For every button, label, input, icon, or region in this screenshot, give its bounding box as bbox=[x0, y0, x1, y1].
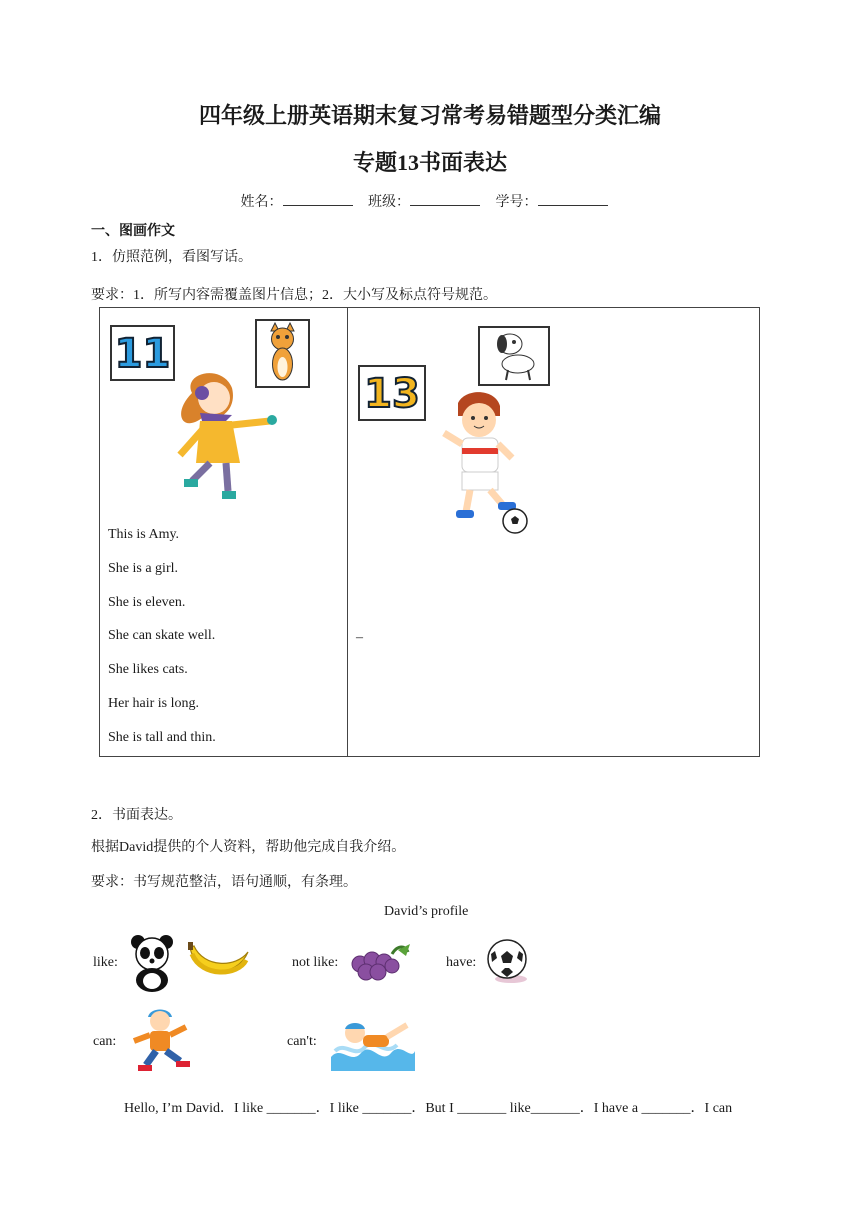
age-bubble-target bbox=[358, 365, 426, 421]
have-label: have: bbox=[446, 955, 477, 970]
table-divider bbox=[347, 308, 348, 756]
section-heading: 一、图画作文 bbox=[91, 223, 175, 239]
question-1: 1．仿照范例，看图写话。 bbox=[91, 250, 252, 265]
not-like-label: not like: bbox=[292, 955, 339, 970]
dog-icon bbox=[480, 328, 548, 384]
swimming-boy-icon bbox=[327, 1015, 417, 1071]
girl-skater-icon bbox=[162, 363, 280, 511]
number-label: 学号： bbox=[495, 195, 538, 210]
question-1-requirement: 要求：1．所写内容需覆盖图片信息；2．大小写及标点符号规范。 bbox=[91, 288, 497, 303]
cant-label: can't: bbox=[287, 1034, 317, 1049]
can-label: can: bbox=[93, 1034, 117, 1049]
example-line-6: Her hair is long. bbox=[108, 696, 199, 711]
age-number-example: 11 bbox=[114, 331, 171, 377]
name-label: 姓名： bbox=[240, 195, 283, 210]
question-2-requirement: 要求：书写规范整洁，语句通顺，有条理。 bbox=[91, 875, 357, 890]
dog-bubble bbox=[478, 326, 550, 386]
football-icon bbox=[485, 938, 531, 984]
page-title: 四年级上册英语期末复习常考易错题型分类汇编 bbox=[198, 103, 661, 128]
panda-icon bbox=[128, 934, 176, 992]
class-label: 班级： bbox=[368, 195, 410, 210]
answer-mark[interactable]: – bbox=[356, 630, 363, 645]
example-line-2: She is a girl. bbox=[108, 561, 178, 576]
name-blank[interactable] bbox=[283, 193, 353, 206]
example-line-1: This is Amy. bbox=[108, 527, 180, 542]
grapes-icon bbox=[348, 940, 412, 984]
introduction-sentence: Hello, I’m David．I like _______．I like _______．But I _______ like_______．I have a _______．I can bbox=[124, 1101, 733, 1116]
picture-writing-table bbox=[99, 307, 760, 757]
page-subtitle: 专题13书面表达 bbox=[352, 150, 507, 175]
number-blank[interactable] bbox=[538, 193, 608, 206]
question-2-description: 根据David提供的个人资料，帮助他完成自我介绍。 bbox=[91, 840, 406, 855]
profile-title: David’s profile bbox=[384, 904, 469, 919]
age-number-target: 13 bbox=[364, 371, 420, 417]
example-line-7: She is tall and thin. bbox=[108, 730, 216, 745]
banana-icon bbox=[186, 938, 250, 982]
question-2: 2．书面表达。 bbox=[91, 808, 182, 823]
class-blank[interactable] bbox=[410, 193, 480, 206]
skating-boy-icon bbox=[130, 1005, 192, 1075]
like-label: like: bbox=[93, 955, 118, 970]
example-line-3: She is eleven. bbox=[108, 595, 186, 610]
example-line-5: She likes cats. bbox=[108, 662, 188, 677]
example-line-4: She can skate well. bbox=[108, 628, 216, 643]
football-small-icon bbox=[502, 508, 528, 534]
student-info-line bbox=[0, 191, 860, 211]
